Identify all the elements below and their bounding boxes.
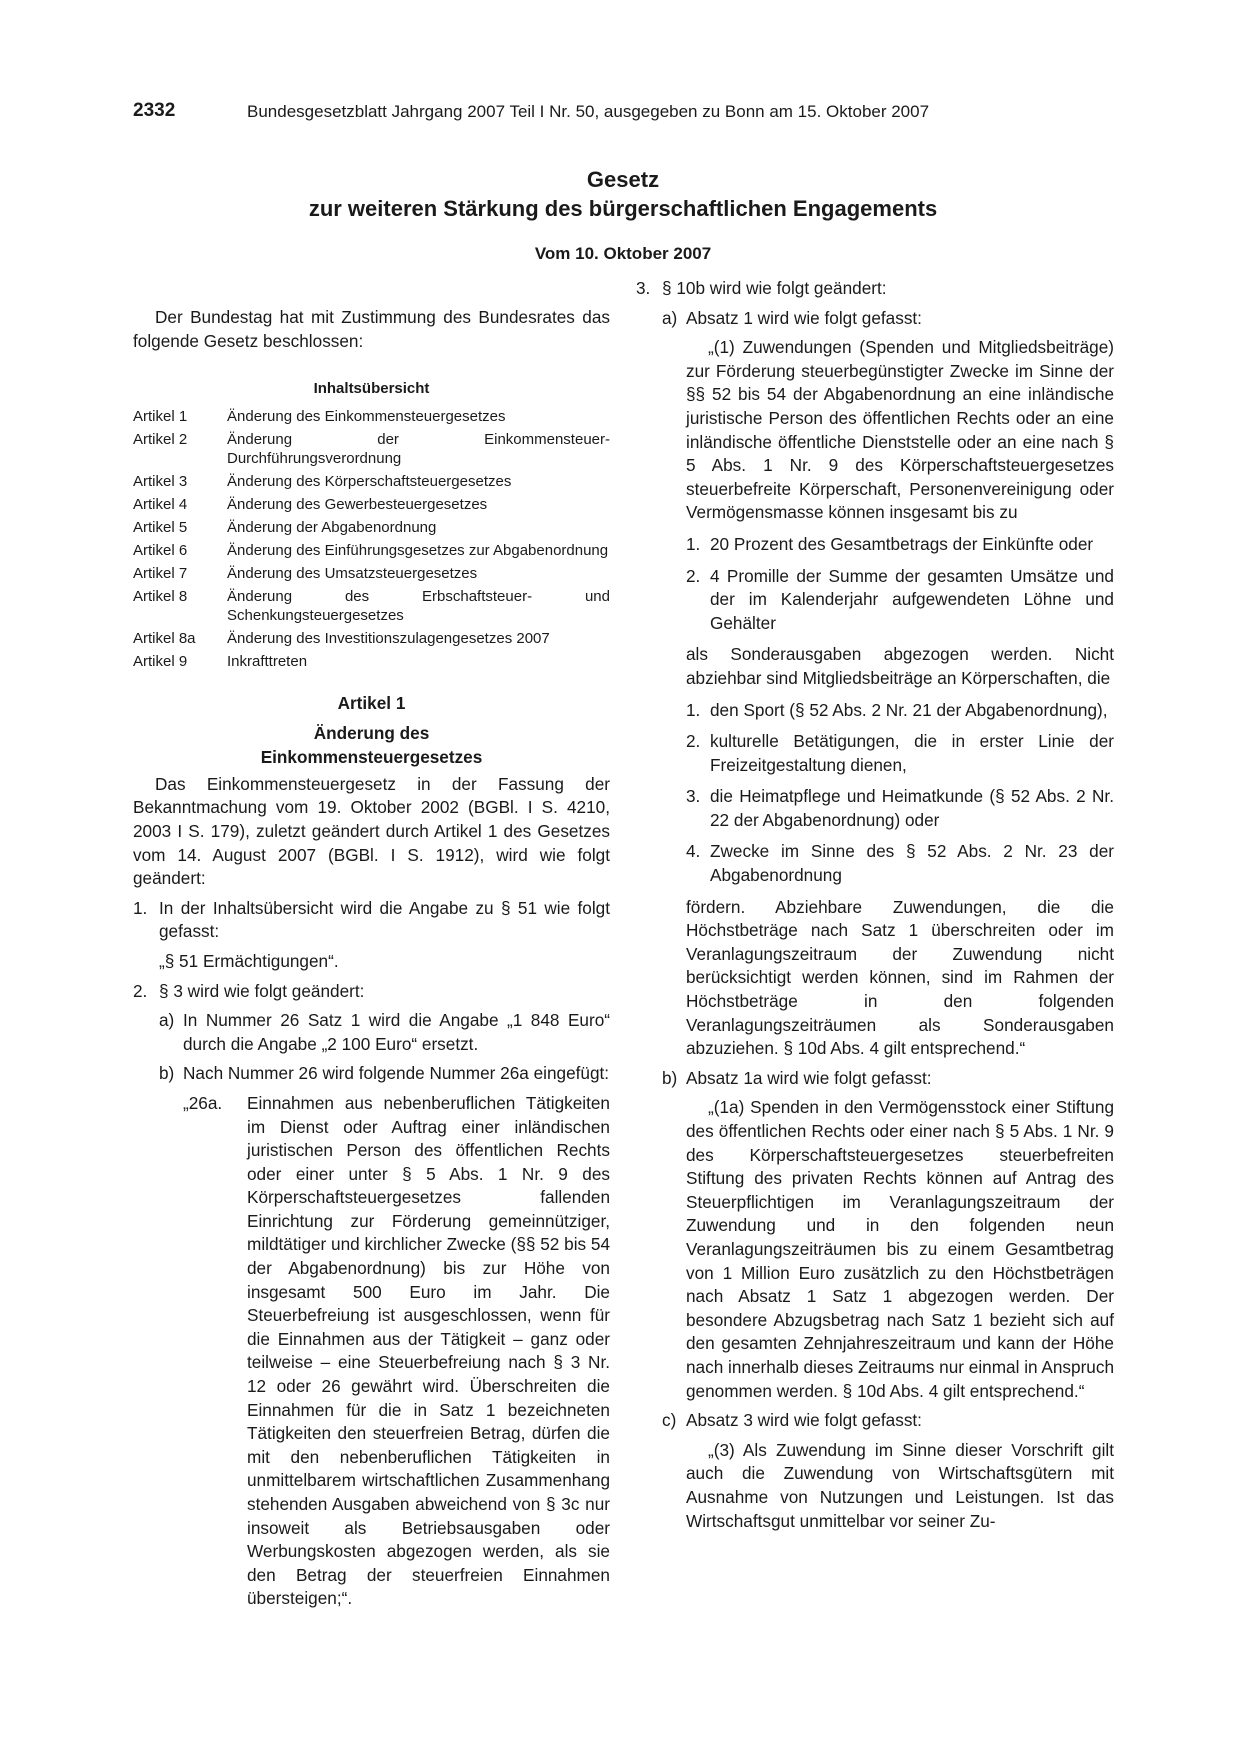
sub-item-3c	[662, 1409, 1114, 1433]
list-text: Zwecke im Sinne des § 52 Abs. 2 Nr. 23 der Abgabenordnung	[710, 841, 1114, 886]
sub-item-letter: b)	[159, 1063, 175, 1084]
toc-row	[133, 652, 610, 671]
list-number: 1.	[686, 699, 701, 720]
toc-article: Artikel 8	[133, 587, 188, 605]
toc-article: Artikel 4	[133, 495, 188, 513]
toc-article: Artikel 6	[133, 541, 188, 559]
sub-item-text: Absatz 3 wird wie folgt gefasst:	[686, 1410, 922, 1431]
list-number: 3.	[686, 786, 701, 807]
toc-text: Änderung des Investitionszulagengesetzes 2007	[227, 629, 550, 647]
paragraph-1-quote: „(1) Zuwendungen (Spenden und Mitgliedsbeiträge) zur Förderung steuerbegünstigter Zwecke im Sinne der §§ 52 bis 54 der Abgabenordnung an eine inländische juristische Person des öffentlichen Rechts oder an eine inländische öffentliche Dienststelle oder an eine nach § 5 Abs. 1 Nr. 9 des Körperschaftsteuergesetzes steuerbefreite Körperschaft, Personenvereinigung oder Vermögensmasse können insgesamt bis zu	[686, 337, 1114, 523]
toc-heading: Inhaltsübersicht	[313, 380, 430, 398]
item-number: 1.	[133, 897, 148, 918]
running-head: Bundesgesetzblatt Jahrgang 2007 Teil I Nr. 50, ausgegeben zu Bonn am 15. Oktober 2007	[247, 102, 930, 121]
table-of-contents	[133, 407, 610, 671]
article-1-title-line-2: Einkommensteuergesetzes	[260, 746, 483, 767]
law-date: Vom 10. Oktober 2007	[534, 244, 712, 263]
toc-article: Artikel 5	[133, 518, 188, 536]
toc-row	[133, 587, 610, 625]
toc-text: Änderung des Einführungsgesetzes zur Abgabenordnung	[227, 541, 609, 559]
toc-row	[133, 518, 610, 537]
list-text: die Heimatpflege und Heimatkunde (§ 52 Abs. 2 Nr. 22 der Abgabenordnung) oder	[710, 786, 1114, 830]
toc-row	[133, 541, 610, 560]
amendment-item-2	[133, 980, 610, 1004]
toc-text: Änderung des Gewerbesteuergesetzes	[227, 495, 488, 513]
sub-item-2a	[159, 1009, 610, 1056]
list-item	[686, 533, 1114, 557]
item-number: 3.	[636, 278, 651, 298]
toc-row	[133, 495, 610, 514]
inserted-number-26a	[183, 1092, 610, 1611]
sub-item-3b	[662, 1067, 1114, 1091]
article-1-heading: Artikel 1	[337, 692, 406, 713]
list-item	[686, 699, 1114, 723]
law-title	[133, 165, 1113, 223]
list-number: 4.	[686, 841, 701, 862]
sub-item-text: Absatz 1a wird wie folgt gefasst:	[686, 1067, 932, 1088]
toc-article: Artikel 1	[133, 407, 188, 425]
paragraph-1-middle: als Sonderausgaben abgezogen werden. Nicht abziehbar sind Mitgliedsbeiträge an Körperschaften, die	[686, 644, 1114, 688]
toc-row	[133, 629, 610, 648]
paragraph-1-end: fördern. Abziehbare Zuwendungen, die die Höchstbeträge nach Satz 1 überschreiten oder im Veranlagungszeitraum der Zuwendung nicht berücksichtigt werden können, sind im Rahmen der Höchstbeträge in den folgenden Veranlagungszeiträumen als Sonderausgaben abzuziehen. § 10d Abs. 4 gilt entsprechend.“	[686, 896, 1114, 1059]
list-text: 20 Prozent des Gesamtbetrags der Einkünfte oder	[710, 533, 1094, 554]
list-item	[686, 730, 1114, 777]
toc-text: Änderung des Einkommensteuergesetzes	[227, 407, 506, 425]
toc-text: Änderung des Erbschaftsteuer- und Schenkungsteuergesetzes	[227, 587, 610, 624]
item-text: § 10b wird wie folgt geändert:	[662, 278, 887, 298]
list-text: den Sport (§ 52 Abs. 2 Nr. 21 der Abgabenordnung),	[710, 699, 1108, 720]
toc-article: Artikel 7	[133, 564, 188, 582]
amendment-item-1	[133, 897, 610, 944]
toc-text: Inkrafttreten	[227, 652, 308, 670]
toc-text: Änderung des Umsatzsteuergesetzes	[227, 564, 478, 582]
paragraph-3-quote: „(3) Als Zuwendung im Sinne dieser Vorschrift gilt auch die Zuwendung von Wirtschaftsgütern mit Ausnahme von Nutzungen und Leistungen. Ist das Wirtschaftsgut unmittelbar vor seiner Zu-	[686, 1439, 1114, 1531]
list-number: 2.	[686, 731, 701, 752]
toc-row	[133, 407, 610, 426]
sub-item-letter: c)	[662, 1410, 677, 1431]
sub-item-letter: b)	[662, 1067, 678, 1088]
sub-item-2b	[159, 1062, 610, 1086]
paragraph-1a-quote: „(1a) Spenden in den Vermögensstock einer Stiftung des öffentlichen Rechts oder einer nach § 5 Abs. 1 Nr. 9 des Körperschaftsteuergesetzes steuerbefreiten Stiftung des privaten Rechts können auf Antrag des Steuerpflichtigen im Veranlagungszeitraum der Zuwendung und in den folgenden neun Veranlagungszeiträumen bis zu einem Gesamtbetrag von 1 Million Euro zusätzlich zu den Höchstbeträgen nach Absatz 1 Satz 1 abgezogen werden. Der besondere Abzugsbetrag nach Satz 1 bezieht sich auf den gesamten Zehnjahreszeitraum und kann der Höhe nach innerhalb dieses Zeitraums nur einmal in Anspruch genommen werden. § 10d Abs. 4 gilt entsprechend.“	[686, 1097, 1115, 1401]
title-line-2: zur weiteren Stärkung des bürgerschaftlichen Engagements	[308, 196, 938, 221]
list-item	[686, 565, 1114, 636]
toc-text: Änderung des Körperschaftsteuergesetzes	[227, 472, 512, 490]
number-26a-text: Einnahmen aus nebenberuflichen Tätigkeiten im Dienst oder Auftrag einer inländischen juristischen Person des öffentlichen Rechts oder einer unter § 5 Abs. 1 Nr. 9 des Körperschaftsteuergesetzes fallenden Einrichtung zur Förderung gemeinnütziger, mildtätiger und kirchlicher Zwecke (§§ 52 bis 54 der Abgabenordnung) bis zur Höhe von insgesamt 500 Euro im Jahr. Die Steuerbefreiung ist ausgeschlossen, wenn für die Einnahmen aus der Tätigkeit – ganz oder teilweise – eine Steuerbefreiung nach § 3 Nr. 12 oder 26 gewährt wird. Überschreiten die Einnahmen für die in Satz 1 bezeichneten Tätigkeiten den steuerfreien Betrag, dürfen die mit den nebenberuflichen Tätigkeiten in unmittelbarem wirtschaftlichen Zusammenhang stehenden Ausgaben abweichend von § 3c nur insoweit als Betriebsausgaben oder Werbungskosten abgezogen werden, als sie den Betrag der steuerfreien Einnahmen übersteigen;“.	[247, 1092, 611, 1609]
list-text: 4 Promille der Summe der gesamten Umsätze und der im Kalenderjahr aufgewendeten Löhne und Gehälter	[710, 565, 1114, 633]
list-text: kulturelle Betätigungen, die in erster Linie der Freizeitgestaltung dienen,	[710, 731, 1114, 775]
toc-text: Änderung der Abgabenordnung	[227, 518, 437, 536]
toc-row	[133, 472, 610, 491]
list-item	[686, 785, 1114, 832]
toc-row	[133, 430, 610, 468]
sub-item-text: In Nummer 26 Satz 1 wird die Angabe „1 848 Euro“ durch die Angabe „2 100 Euro“ ersetzt.	[183, 1010, 610, 1054]
article-1-title	[133, 721, 610, 769]
limit-list	[686, 533, 1114, 635]
enactment-clause: Der Bundestag hat mit Zustimmung des Bundesrates das folgende Gesetz beschlossen:	[133, 307, 610, 351]
amendment-item-3	[636, 277, 1114, 301]
article-1-title-line-1: Änderung des	[313, 722, 430, 743]
sub-item-text: Absatz 1 wird wie folgt gefasst:	[686, 307, 922, 328]
list-number: 1.	[686, 533, 701, 554]
left-column	[133, 306, 610, 1611]
toc-article: Artikel 2	[133, 430, 188, 448]
sub-item-3a	[662, 307, 1114, 331]
toc-row	[133, 564, 610, 583]
list-number: 2.	[686, 565, 701, 586]
item-number: 2.	[133, 980, 148, 1001]
toc-article: Artikel 9	[133, 652, 188, 670]
item-1-quote: „§ 51 Ermächtigungen“.	[159, 950, 339, 971]
item-text: In der Inhaltsübersicht wird die Angabe zu § 51 wie folgt gefasst:	[159, 897, 610, 942]
list-item	[686, 840, 1114, 887]
title-line-1: Gesetz	[586, 167, 660, 192]
exclusion-list	[686, 699, 1114, 888]
number-26a-label: „26a.	[183, 1092, 223, 1113]
article-1-intro: Das Einkommensteuergesetz in der Fassung der Bekanntmachung vom 19. Oktober 2002 (BGBl. I S. 4210, 2003 I S. 179), zuletzt geändert durch Artikel 1 des Gesetzes vom 14. August 2007 (BGBl. I S. 1912), wird wie folgt geändert:	[133, 773, 610, 889]
sub-item-text: Nach Nummer 26 wird folgende Nummer 26a eingefügt:	[183, 1063, 610, 1084]
toc-article: Artikel 3	[133, 472, 188, 490]
toc-text: Änderung der Einkommensteuer-Durchführungsverordnung	[227, 430, 610, 467]
sub-item-letter: a)	[159, 1010, 175, 1031]
toc-article: Artikel 8a	[133, 629, 196, 647]
right-column	[636, 277, 1114, 1533]
page-number: 2332	[133, 100, 176, 121]
sub-item-letter: a)	[662, 307, 678, 328]
item-text: § 3 wird wie folgt geändert:	[159, 980, 365, 1001]
